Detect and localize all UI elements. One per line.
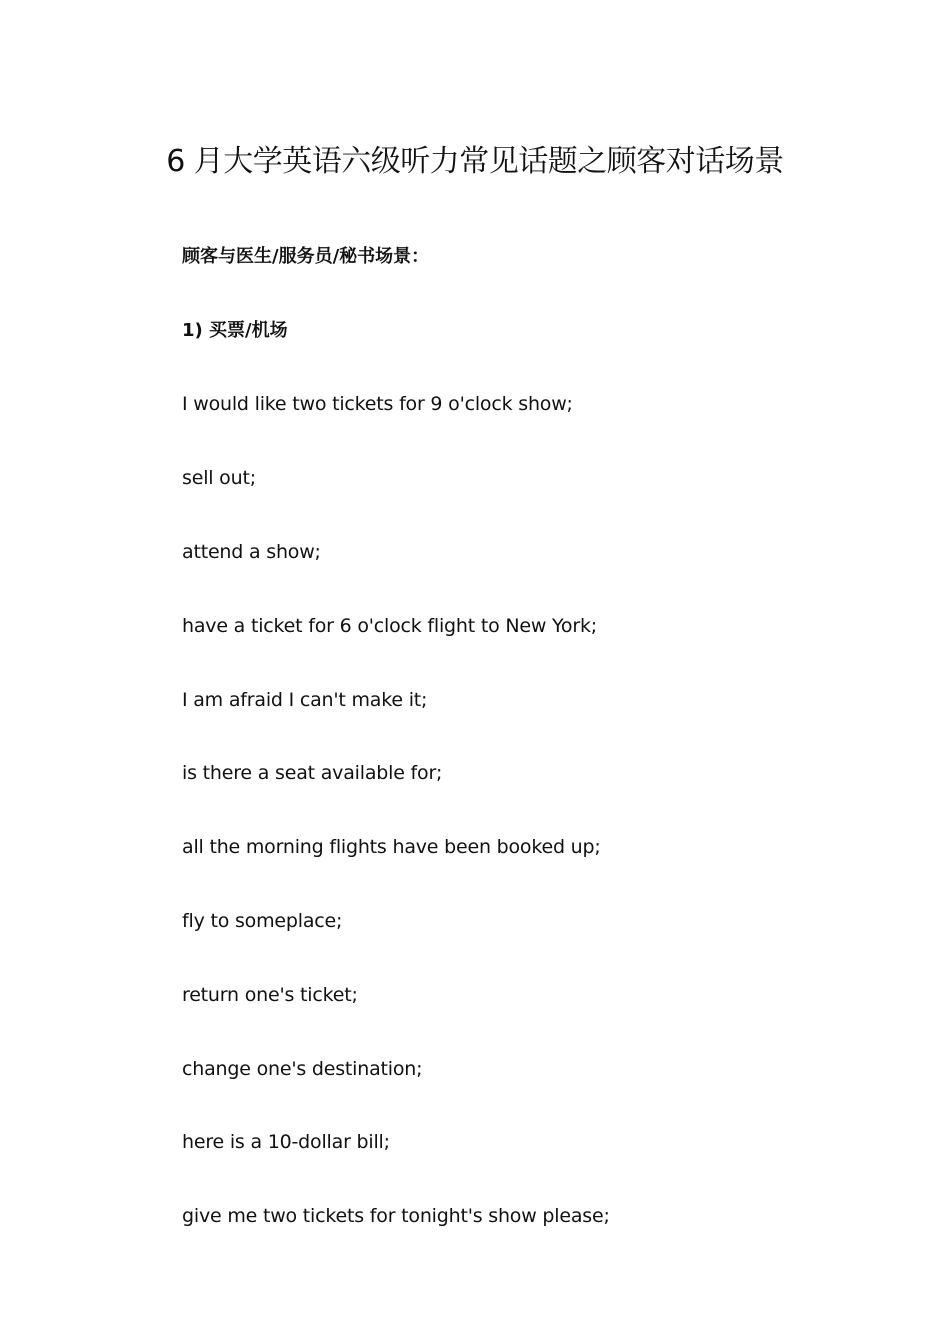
phrase-line: is there a seat available for; [182,762,443,785]
phrase-line: all the morning flights have been booked up; [182,836,601,859]
subsection-heading: 1) 买票/机场 [182,319,288,341]
phrase-line: fly to someplace; [182,910,343,933]
phrase-line: sell out; [182,467,256,490]
phrase-line: change one's destination; [182,1057,423,1080]
phrase-line: here is a 10-dollar bill; [182,1131,390,1154]
phrase-line: give me two tickets for tonight's show please; [182,1205,610,1228]
phrase-line: attend a show; [182,541,321,564]
document-body [182,220,862,1253]
document-title: 6 月大学英语六级听力常见话题之顾客对话场景 [166,144,784,179]
phrase-line: I am afraid I can't make it; [182,688,428,711]
phrase-line: have a ticket for 6 o'clock flight to New York; [182,614,597,637]
phrase-line: I would like two tickets for 9 o'clock show; [182,393,573,416]
section-heading: 顾客与医生/服务员/秘书场景： [182,245,430,267]
phrase-line: return one's ticket; [182,983,358,1006]
